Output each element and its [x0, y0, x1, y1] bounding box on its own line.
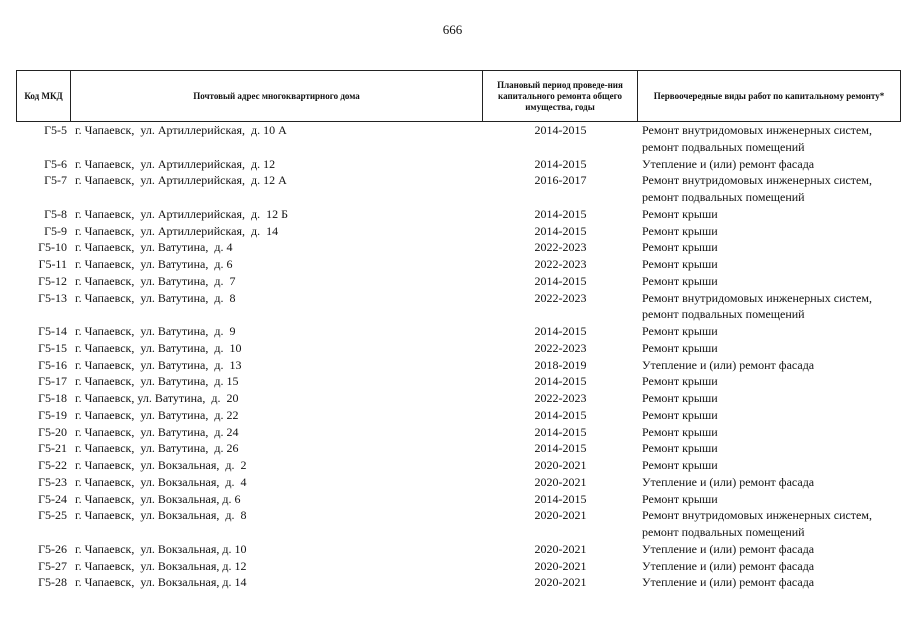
cell-code: Г5-26 [38, 541, 67, 556]
cell-address: г. Чапаевск, ул. Ватутина, д. 26 [75, 441, 239, 456]
cell-address: г. Чапаевск, ул. Вокзальная, д. 4 [75, 474, 247, 489]
cell-code: Г5-12 [38, 273, 67, 288]
cell-period: 2022-2023 [534, 391, 587, 405]
cell-works: Утепление и (или) ремонт фасада [642, 558, 815, 573]
cell-works: Утепление и (или) ремонт фасада [642, 575, 815, 590]
cell-code: Г5-14 [38, 324, 67, 338]
cell-code: Г5-5 [44, 123, 67, 137]
cell-code: Г5-27 [38, 558, 67, 573]
table-row [16, 457, 901, 474]
header-code: Код МКД [16, 71, 71, 121]
cell-address: г. Чапаевск, ул. Ватутина, д. 13 [75, 357, 242, 372]
cell-works: Ремонт крыши [642, 424, 718, 439]
table-row [16, 440, 901, 457]
table-row [16, 474, 901, 491]
cell-period: 2014-2015 [534, 407, 587, 422]
cell-works: Ремонт крыши [642, 374, 718, 389]
cell-address: г. Чапаевск, ул. Ватутина, д. 20 [75, 391, 239, 405]
header-period: Плановый период проведе-ния капитального ремонта общего имущества, годы [483, 71, 638, 121]
cell-period: 2020-2021 [534, 575, 587, 590]
cell-address: г. Чапаевск, ул. Артиллерийская, д. 14 [75, 223, 279, 238]
cell-address: г. Чапаевск, ул. Вокзальная, д. 6 [75, 491, 241, 506]
cell-period: 2014-2015 [534, 223, 587, 238]
cell-period: 2020-2021 [534, 541, 587, 556]
cell-address: г. Чапаевск, ул. Ватутина, д. 15 [75, 374, 239, 389]
cell-address: г. Чапаевск, ул. Вокзальная, д. 14 [75, 575, 247, 590]
table-row [16, 239, 901, 256]
cell-period: 2014-2015 [534, 273, 587, 288]
table-row [16, 507, 901, 541]
cell-works: Утепление и (или) ремонт фасада [642, 156, 815, 171]
cell-address: г. Чапаевск, ул. Ватутина, д. 4 [75, 240, 233, 255]
cell-works: Ремонт крыши [642, 223, 718, 238]
cell-address: г. Чапаевск, ул. Ватутина, д. 10 [75, 340, 242, 355]
table-row [16, 558, 901, 575]
cell-address: г. Чапаевск, ул. Вокзальная, д. 12 [75, 558, 247, 573]
cell-code: Г5-21 [38, 441, 67, 456]
table-row [16, 574, 901, 591]
cell-code: Г5-13 [38, 290, 67, 305]
cell-period: 2014-2015 [534, 123, 587, 137]
cell-address: г. Чапаевск, ул. Артиллерийская, д. 12 А [75, 173, 287, 188]
cell-period: 2020-2021 [534, 558, 587, 573]
cell-code: Г5-11 [38, 257, 67, 271]
cell-code: Г5-16 [38, 357, 67, 372]
cell-works: Ремонт крыши [642, 491, 718, 506]
cell-period: 2022-2023 [534, 340, 587, 355]
table-body [16, 122, 901, 591]
cell-works: Ремонт крыши [642, 240, 718, 255]
cell-address: г. Чапаевск, ул. Ватутина, д. 9 [75, 324, 236, 338]
cell-code: Г5-18 [38, 391, 67, 405]
cell-code: Г5-10 [38, 240, 67, 255]
cell-address: г. Чапаевск, ул. Артиллерийская, д. 10 А [75, 123, 287, 137]
cell-period: 2014-2015 [534, 324, 587, 338]
cell-works: Ремонт внутридомовых инженерных систем, ремонт подвальных помещений [642, 123, 872, 154]
table-row [16, 223, 901, 240]
table-row [16, 273, 901, 290]
table-row [16, 541, 901, 558]
cell-code: Г5-9 [44, 223, 67, 238]
cell-code: Г5-28 [38, 575, 67, 590]
cell-period: 2022-2023 [534, 257, 587, 271]
cell-period: 2020-2021 [534, 458, 587, 472]
table-row [16, 323, 901, 340]
table-row [16, 122, 901, 156]
header-address: Почтовый адрес многоквартирного дома [71, 71, 483, 121]
cell-code: Г5-8 [44, 206, 67, 221]
cell-address: г. Чапаевск, ул. Вокзальная, д. 10 [75, 541, 247, 556]
cell-period: 2020-2021 [534, 474, 587, 489]
cell-code: Г5-17 [38, 374, 67, 389]
table-row [16, 172, 901, 206]
cell-address: г. Чапаевск, ул. Вокзальная, д. 8 [75, 508, 247, 523]
table-row [16, 156, 901, 173]
cell-period: 2022-2023 [534, 290, 587, 305]
cell-code: Г5-7 [44, 173, 67, 188]
cell-period: 2014-2015 [534, 374, 587, 389]
cell-works: Ремонт внутридомовых инженерных систем, ремонт подвальных помещений [642, 173, 872, 204]
cell-code: Г5-23 [38, 474, 67, 489]
table-row [16, 357, 901, 374]
cell-works: Утепление и (или) ремонт фасада [642, 474, 815, 489]
cell-address: г. Чапаевск, ул. Вокзальная, д. 2 [75, 458, 247, 472]
cell-code: Г5-19 [38, 407, 67, 422]
table-row [16, 290, 901, 324]
cell-period: 2014-2015 [534, 491, 587, 506]
cell-period: 2014-2015 [534, 441, 587, 456]
cell-address: г. Чапаевск, ул. Ватутина, д. 24 [75, 424, 239, 439]
table-row [16, 491, 901, 508]
cell-works: Ремонт внутридомовых инженерных систем, ремонт подвальных помещений [642, 508, 872, 539]
table-row [16, 256, 901, 273]
cell-code: Г5-24 [38, 491, 67, 506]
table-header [16, 70, 901, 122]
table-row [16, 424, 901, 441]
cell-works: Ремонт крыши [642, 257, 718, 271]
capital-repair-table [16, 70, 901, 591]
table-row [16, 407, 901, 424]
cell-works: Утепление и (или) ремонт фасада [642, 357, 815, 372]
cell-address: г. Чапаевск, ул. Ватутина, д. 7 [75, 273, 236, 288]
cell-works: Ремонт крыши [642, 324, 718, 338]
table-row [16, 340, 901, 357]
cell-works: Ремонт крыши [642, 391, 718, 405]
cell-code: Г5-22 [38, 458, 67, 472]
cell-period: 2018-2019 [534, 357, 587, 372]
cell-period: 2022-2023 [534, 240, 587, 255]
cell-period: 2014-2015 [534, 206, 587, 221]
cell-code: Г5-20 [38, 424, 67, 439]
cell-code: Г5-25 [38, 508, 67, 523]
cell-works: Ремонт крыши [642, 340, 718, 355]
cell-address: г. Чапаевск, ул. Ватутина, д. 22 [75, 407, 239, 422]
cell-period: 2014-2015 [534, 156, 587, 171]
cell-period: 2020-2021 [534, 508, 587, 523]
cell-works: Ремонт внутридомовых инженерных систем, ремонт подвальных помещений [642, 290, 872, 322]
cell-works: Утепление и (или) ремонт фасада [642, 541, 815, 556]
cell-works: Ремонт крыши [642, 206, 718, 221]
cell-works: Ремонт крыши [642, 441, 718, 456]
cell-address: г. Чапаевск, ул. Артиллерийская, д. 12 [75, 156, 276, 171]
table-row [16, 373, 901, 390]
cell-address: г. Чапаевск, ул. Артиллерийская, д. 12 Б [75, 206, 288, 221]
cell-address: г. Чапаевск, ул. Ватутина, д. 6 [75, 257, 233, 271]
cell-works: Ремонт крыши [642, 407, 718, 422]
cell-code: Г5-6 [44, 156, 67, 171]
cell-address: г. Чапаевск, ул. Ватутина, д. 8 [75, 290, 236, 305]
table-row [16, 390, 901, 407]
cell-code: Г5-15 [38, 340, 67, 355]
cell-works: Ремонт крыши [642, 273, 718, 288]
cell-works: Ремонт крыши [642, 458, 718, 472]
page-number: 666 [442, 22, 463, 37]
cell-period: 2014-2015 [534, 424, 587, 439]
table-row [16, 206, 901, 223]
header-works: Первоочередные виды работ по капитальному ремонту* [638, 71, 901, 121]
cell-period: 2016-2017 [534, 173, 587, 188]
